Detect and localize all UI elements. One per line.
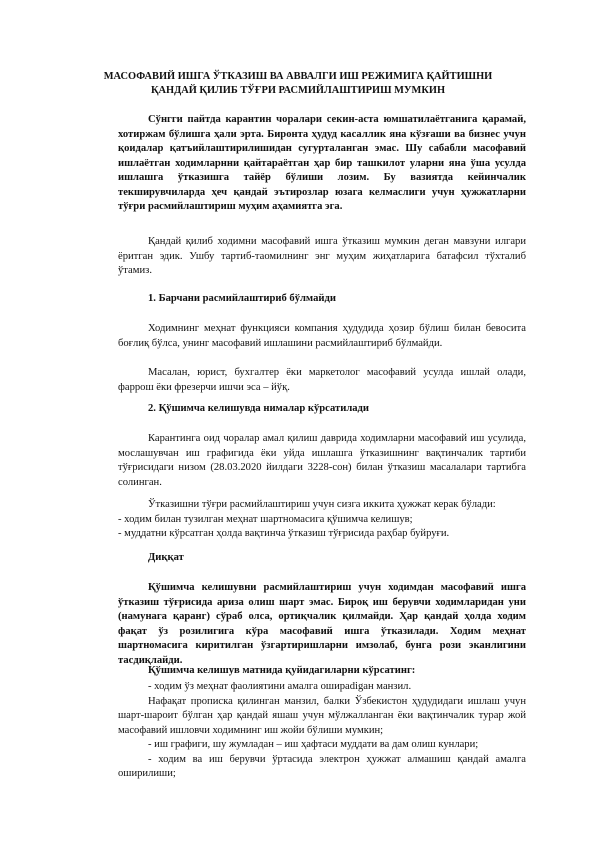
- intro-paragraph: Сўнгги пайтда карантин чоралари секин-аста юмшатилаётганига қарамай, хотиржам бўлишга ҳали эрта. Биронта ҳудуд касаллик яна кўзғаши ва бизнес учун қоидалар қатъийлаштирилишидан сугурталанган эмас. Шу сабабли масофавий ишлаётган ходимларнни қайтараётган ҳар бир ташкилот уларни яна ўша усулда ишлашга ўтказишга тайёр бўлиши лозим. Бу вазиятда кейинчалик текширувчиларда ҳеч қандай эътирозлар юзага келмаслиги учун ҳужжатларни тўғри расмийлаштириш муҳим аҳамиятга эга.: [118, 114, 526, 212]
- attention-paragraph: Қўшимча келишувни расмийлаштириш учун ходимдан масофавий ишга ўтказиш тўғрисида ариза олиш шарт эмас. Бироқ иш берувчи ходимларидан уни (намунага қаранг) сўраб олса, ортиқчалик қилмайди. Ҳар қандай ҳолда ходим фақат ўз розилигига кўра масофавий ишга ўтказилади. Ходим меҳнат шартномасига киритилган ўзгартиришларни имзолаб, бунга рози эканлигини тасдиқлайди.: [118, 582, 526, 666]
- documents-list-item-2: - муддатни кўрсатган ҳолда вақтинча ўтказиш тўғрисида раҳбар буйруғи.: [118, 528, 450, 539]
- section-heading-2: 2. Қўшимча келишувда нималар кўрсатилади: [148, 403, 370, 414]
- agreement-list-item-3: - иш графиги, шу жумладан – иш ҳафтаси муддати ва дам олиш кунлари;: [148, 739, 479, 750]
- agreement-list-item-2: Нафақат прописка қилинган манзил, балки Ўзбекистон ҳудудидаги ишлаш учун шарт-шароит бўлган ҳар қандай яшаш учун мўлжалланган ёки вақтинчалик турар жой масофавий ишловчи ходимнинг иш жойи бўлиши мумкин;: [118, 695, 526, 736]
- paragraph-2: Ходимнинг меҳнат функцияси компания ҳудудида ҳозир бўлиш билан бевосита боғлиқ бўлса, унинг масофавий ишлашини расмийлаштириб бўлмайди.: [118, 323, 526, 349]
- paragraph-1: Қандай қилиб ходимни масофавий ишга ўтказиш мумкин деган мавзуни илгари ёритган эдик. Ушбу тартиб-таомилнинг энг муҳим жиҳатларига батафсил тўхталиб ўтамиз.: [118, 236, 526, 276]
- documents-list: [118, 498, 526, 542]
- document-title: [70, 70, 526, 98]
- section-heading-1: 1. Барчани расмийлаштириб бўлмайди: [148, 293, 336, 304]
- paragraph-4: Карантинга оид чоралар амал қилиш даврида ходимларни масофавий иш усулида, мослашувчан иш графигида ёки уйда ишлашга ўтказишнинг вақтинчалик тартиби тўғрисидаги низом (28.03.2020 йилдаги 3228-сон) билан ўтказиш масалалари тартибга солинган.: [118, 433, 526, 488]
- agreement-list-item-1: - ходим ўз меҳнат фаолиятини амалга ошираdigан манзил.: [148, 681, 412, 692]
- section-heading-4: Қўшимча келишув матнида қуйидагиларни кўрсатинг:: [148, 665, 416, 676]
- agreement-list: [118, 680, 526, 782]
- title-line-2: ҚАНДАЙ ҚИЛИБ ТЎҒРИ РАСМИЙЛАШТИРИШ МУМКИН: [150, 85, 446, 96]
- agreement-list-item-4: - ходим ва иш берувчи ўртасида электрон ҳужжат алмашиш қандай амалга оширилиши;: [118, 753, 526, 779]
- documents-list-intro: Ўтказишни тўғри расмийлаштириш учун сизга иккита ҳужжат керак бўлади:: [148, 499, 496, 510]
- documents-list-item-1: - ходим билан тузилган меҳнат шартномасига қўшимча келишув;: [118, 513, 413, 525]
- attention-heading: Диққат: [148, 552, 184, 563]
- title-line-1: МАСОФАВИЙ ИШГА ЎТКАЗИШ ВА АВВАЛГИ ИШ РЕЖИМИГА ҚАЙТИШНИ: [103, 71, 493, 82]
- paragraph-3: Масалан, юрист, бухгалтер ёки маркетолог масофавий усулда ишлай олади, фаррош ёки фрезерчи ишчи эса – йўқ.: [118, 367, 526, 393]
